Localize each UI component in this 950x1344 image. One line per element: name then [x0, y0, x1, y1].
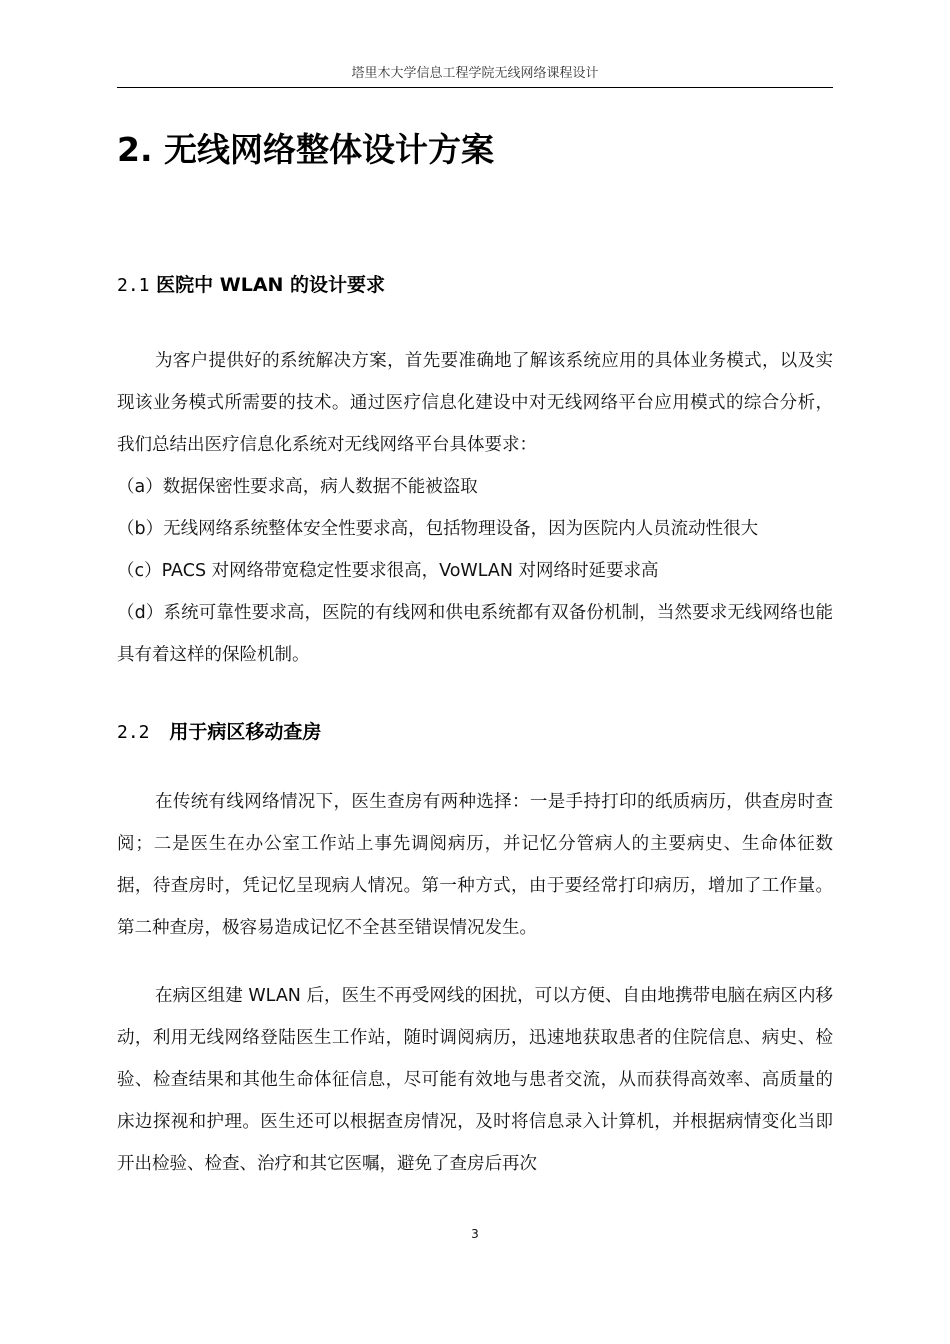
- body-paragraph: 在传统有线网络情况下，医生查房有两种选择：一是手持打印的纸质病历，供查房时查阅；二是医生在办公室工作站上事先调阅病历，并记忆分管病人的主要病史、生命体征数据，待查房时，凭记忆呈现病人情况。第一种方式，由于要经常打印病历，增加了工作量。第二种查房，极容易造成记忆不全甚至错误情况发生。: [117, 792, 833, 938]
- page-header: 塔里木大学信息工程学院无线网络课程设计: [117, 64, 833, 88]
- section-heading-2-2: [117, 717, 321, 748]
- section-number: 2.2: [117, 722, 150, 743]
- requirement-item-a: （a）数据保密性要求高，病人数据不能被盗取: [117, 477, 478, 497]
- chapter-title: 2. 无线网络整体设计方案: [117, 130, 494, 169]
- page-number: 3: [471, 1227, 479, 1241]
- section-2-1-body: [117, 340, 833, 676]
- section-heading-2-1: [117, 270, 385, 301]
- section-heading-text: 用于病区移动查房: [169, 721, 322, 743]
- section-2-2-paragraph-2: [117, 975, 833, 1185]
- requirement-item-c: （c）PACS 对网络带宽稳定性要求很高，VoWLAN 对网络时延要求高: [117, 561, 659, 581]
- body-paragraph: 在病区组建 WLAN 后，医生不再受网线的困扰，可以方便、自由地携带电脑在病区内移动，利用无线网络登陆医生工作站，随时调阅病历，迅速地获取患者的住院信息、病史、检验、检查结果和其他生命体征信息，尽可能有效地与患者交流，从而获得高效率、高质量的床边探视和护理。医生还可以根据查房情况，及时将信息录入计算机，并根据病情变化当即开出检验、检查、治疗和其它医嘱，避免了查房后再次: [117, 986, 833, 1174]
- requirement-item-d: （d）系统可靠性要求高，医院的有线网和供电系统都有双备份机制，当然要求无线网络也能具有着这样的保险机制。: [117, 603, 833, 665]
- requirement-item-b: （b）无线网络系统整体安全性要求高，包括物理设备，因为医院内人员流动性很大: [117, 519, 759, 539]
- section-number: 2.1: [117, 275, 150, 296]
- intro-paragraph: 为客户提供好的系统解决方案，首先要准确地了解该系统应用的具体业务模式，以及实现该业务模式所需要的技术。通过医疗信息化建设中对无线网络平台应用模式的综合分析，我们总结出医疗信息化系统对无线网络平台具体要求：: [117, 351, 833, 455]
- section-2-2-paragraph-1: [117, 781, 833, 949]
- section-heading-text: 医院中 WLAN 的设计要求: [156, 274, 386, 296]
